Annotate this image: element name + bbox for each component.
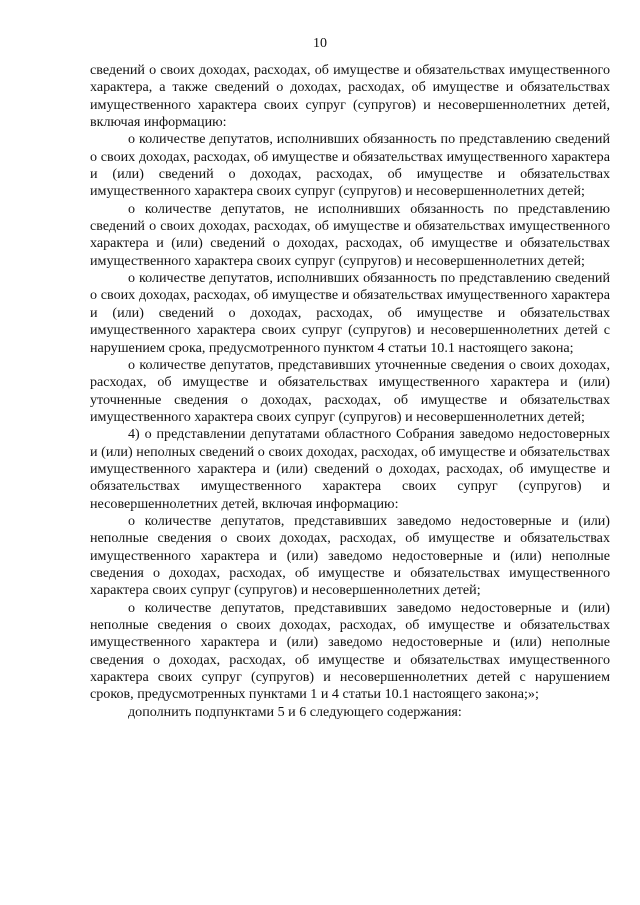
page-number: 10 <box>313 36 327 51</box>
paragraph-deputies-false-information: о количестве депутатов, представивших заведомо недостоверные и (или) неполные сведения о своих доходах, расходах, об имуществе и обязательствах имущественного характера и (или) заведомо недостоверные и (или) неполные сведения о доходах, расходах, об имуществе и обязательствах имущественного характера своих супруг (супругов) и несовершеннолетних детей; <box>90 512 610 599</box>
paragraph-deputies-fulfilled-obligation: о количестве депутатов, исполнивших обязанность по представлению сведений о своих доходах, расходах, об имуществе и обязательствах имущественного характера и (или) сведений о доходах, расходах, об имуществе и обязательствах имущественного характера своих супруг (супругов) и несовершеннолетних детей; <box>90 131 610 200</box>
paragraph-deputies-corrected-information: о количестве депутатов, представивших уточненные сведения о своих доходах, расходах, об имуществе и обязательствах имущественного характера и (или) уточненные сведения о доходах, расходах, об имуществе и обязательствах имущественного характера своих супруг (супругов) и несовершеннолетних детей; <box>90 356 610 425</box>
paragraph-deputies-late-submission: о количестве депутатов, исполнивших обязанность по представлению сведений о своих доходах, расходах, об имуществе и обязательствах имущественного характера и (или) сведений о доходах, расходах, об имуществе и обязательствах имущественного характера своих супруг (супругов) и несовершеннолетних детей с нарушением срока, предусмотренного пунктом 4 статьи 10.1 настоящего закона; <box>90 270 610 356</box>
paragraph-deputies-false-information-late: о количестве депутатов, представивших заведомо недостоверные и (или) неполные сведения о своих доходах, расходах, об имуществе и обязательствах имущественного характера и (или) заведомо недостоверные и (или) неполные сведения о доходах, расходах, об имуществе и обязательствах имущественного характера своих супруг (супругов) и несовершеннолетних детей с нарушением сроков, предусмотренных пунктами 1 и 4 статьи 10.1 настоящего закона;»; <box>90 599 610 703</box>
document-body <box>90 62 610 721</box>
paragraph-add-subpoints: дополнить подпунктами 5 и 6 следующего содержания: <box>128 703 462 720</box>
paragraph-subpoint-4: 4) о представлении депутатами областного Собрания заведомо недостоверных и (или) неполных сведений о своих доходах, расходах, об имуществе и обязательствах имущественного характера и (или) сведений о доходах, расходах, об имуществе и обязательствах имущественного характера своих супруг (супругов) и несовершеннолетних детей, включая информацию: <box>90 426 610 512</box>
paragraph-intro-continuation: сведений о своих доходах, расходах, об имуществе и обязательствах имущественного характера, а также сведений о доходах, расходах, об имуществе и обязательствах имущественного характера своих супруг (супругов) и несовершеннолетних детей, включая информацию: <box>90 62 610 131</box>
paragraph-deputies-not-fulfilled-obligation: о количестве депутатов, не исполнивших обязанность по представлению сведений о своих доходах, расходах, об имуществе и обязательствах имущественного характера и (или) сведений о доходах, расходах, об имуществе и обязательствах имущественного характера своих супруг (супругов) и несовершеннолетних детей; <box>90 200 610 269</box>
